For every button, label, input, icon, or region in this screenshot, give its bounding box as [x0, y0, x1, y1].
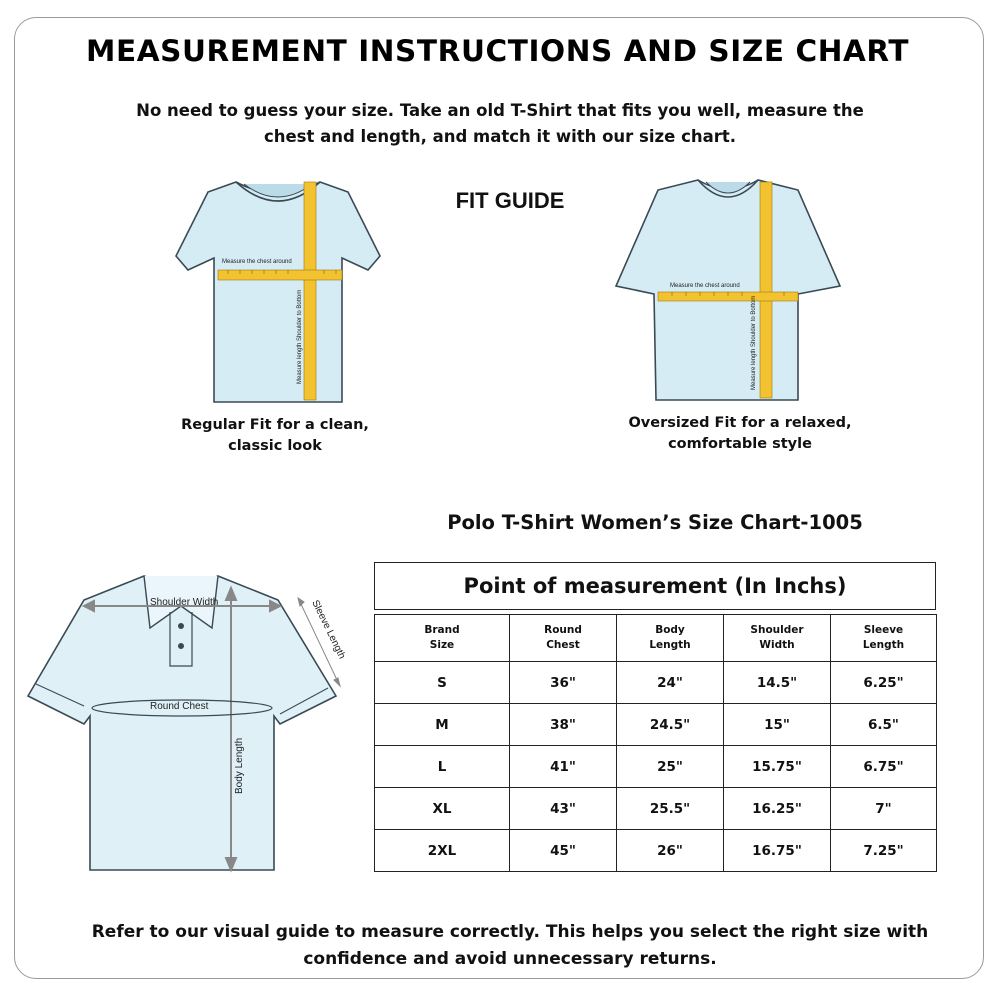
size-chart-title: Polo T-Shirt Women’s Size Chart-1005	[447, 511, 863, 534]
table-cell: M	[375, 704, 510, 746]
table-cell: 24"	[617, 662, 724, 704]
oversized-fit-tshirt-illustration	[612, 174, 844, 406]
header-cell: Shoulder Width	[724, 615, 831, 662]
regular-fit-tshirt-illustration	[168, 176, 388, 408]
table-header-row	[375, 615, 937, 662]
table-cell: 25.5"	[617, 788, 724, 830]
table-cell: 26"	[617, 830, 724, 872]
table-cell: 16.75"	[724, 830, 831, 872]
footer-text: Refer to our visual guide to measure correctly. This helps you select the right size with confidence and avoid unnecessary returns.	[91, 922, 929, 969]
table-cell: XL	[375, 788, 510, 830]
table-cell: 24.5"	[617, 704, 724, 746]
table-cell: L	[375, 746, 510, 788]
table-row	[375, 704, 937, 746]
table-cell: 2XL	[375, 830, 510, 872]
table-row	[375, 830, 937, 872]
table-cell: S	[375, 662, 510, 704]
table-cell: 14.5"	[724, 662, 831, 704]
table-cell: 25"	[617, 746, 724, 788]
table-cell: 36"	[510, 662, 617, 704]
table-cell: 38"	[510, 704, 617, 746]
polo-shirt-measurement-diagram	[24, 566, 356, 882]
table-cell: 6.25"	[831, 662, 937, 704]
fit-guide-heading: FIT GUIDE	[455, 188, 565, 213]
oversized-fit-caption: Oversized Fit for a relaxed, comfortable style	[628, 415, 852, 452]
intro-text: No need to guess your size. Take an old T-Shirt that fits you well, measure the chest and length, and match it with our size chart.	[136, 101, 864, 146]
regular-length-label: Measure length Shoulder to Bottom	[297, 289, 303, 384]
table-cell: 43"	[510, 788, 617, 830]
regular-fit-caption: Regular Fit for a clean, classic look	[181, 417, 369, 454]
polo-sleeve-label: Sleeve Length	[309, 598, 348, 661]
size-chart-table	[374, 614, 937, 872]
table-row	[375, 788, 937, 830]
table-cell: 15.75"	[724, 746, 831, 788]
header-cell: Round Chest	[510, 615, 617, 662]
table-cell: 6.5"	[831, 704, 937, 746]
polo-chest-label: Round Chest	[150, 701, 209, 712]
table-cell: 6.75"	[831, 746, 937, 788]
table-cell: 7.25"	[831, 830, 937, 872]
oversized-chest-label: Measure the chest around	[670, 283, 740, 289]
table-cell: 16.25"	[724, 788, 831, 830]
header-cell: Sleeve Length	[831, 615, 937, 662]
table-cell: 41"	[510, 746, 617, 788]
polo-shoulder-label: Shoulder Width	[150, 597, 219, 608]
page-title: MEASUREMENT INSTRUCTIONS AND SIZE CHART	[86, 34, 910, 68]
oversized-length-label: Measure length Shoulder to Bottom	[751, 295, 757, 390]
table-row	[375, 662, 937, 704]
table-row	[375, 746, 937, 788]
table-cell: 45"	[510, 830, 617, 872]
table-cell: 7"	[831, 788, 937, 830]
header-cell: Brand Size	[375, 615, 510, 662]
regular-chest-label: Measure the chest around	[222, 259, 292, 265]
size-chart-subtitle: Point of measurement (In Inchs)	[374, 562, 936, 610]
header-cell: Body Length	[617, 615, 724, 662]
polo-length-label: Body Length	[234, 737, 245, 794]
table-cell: 15"	[724, 704, 831, 746]
